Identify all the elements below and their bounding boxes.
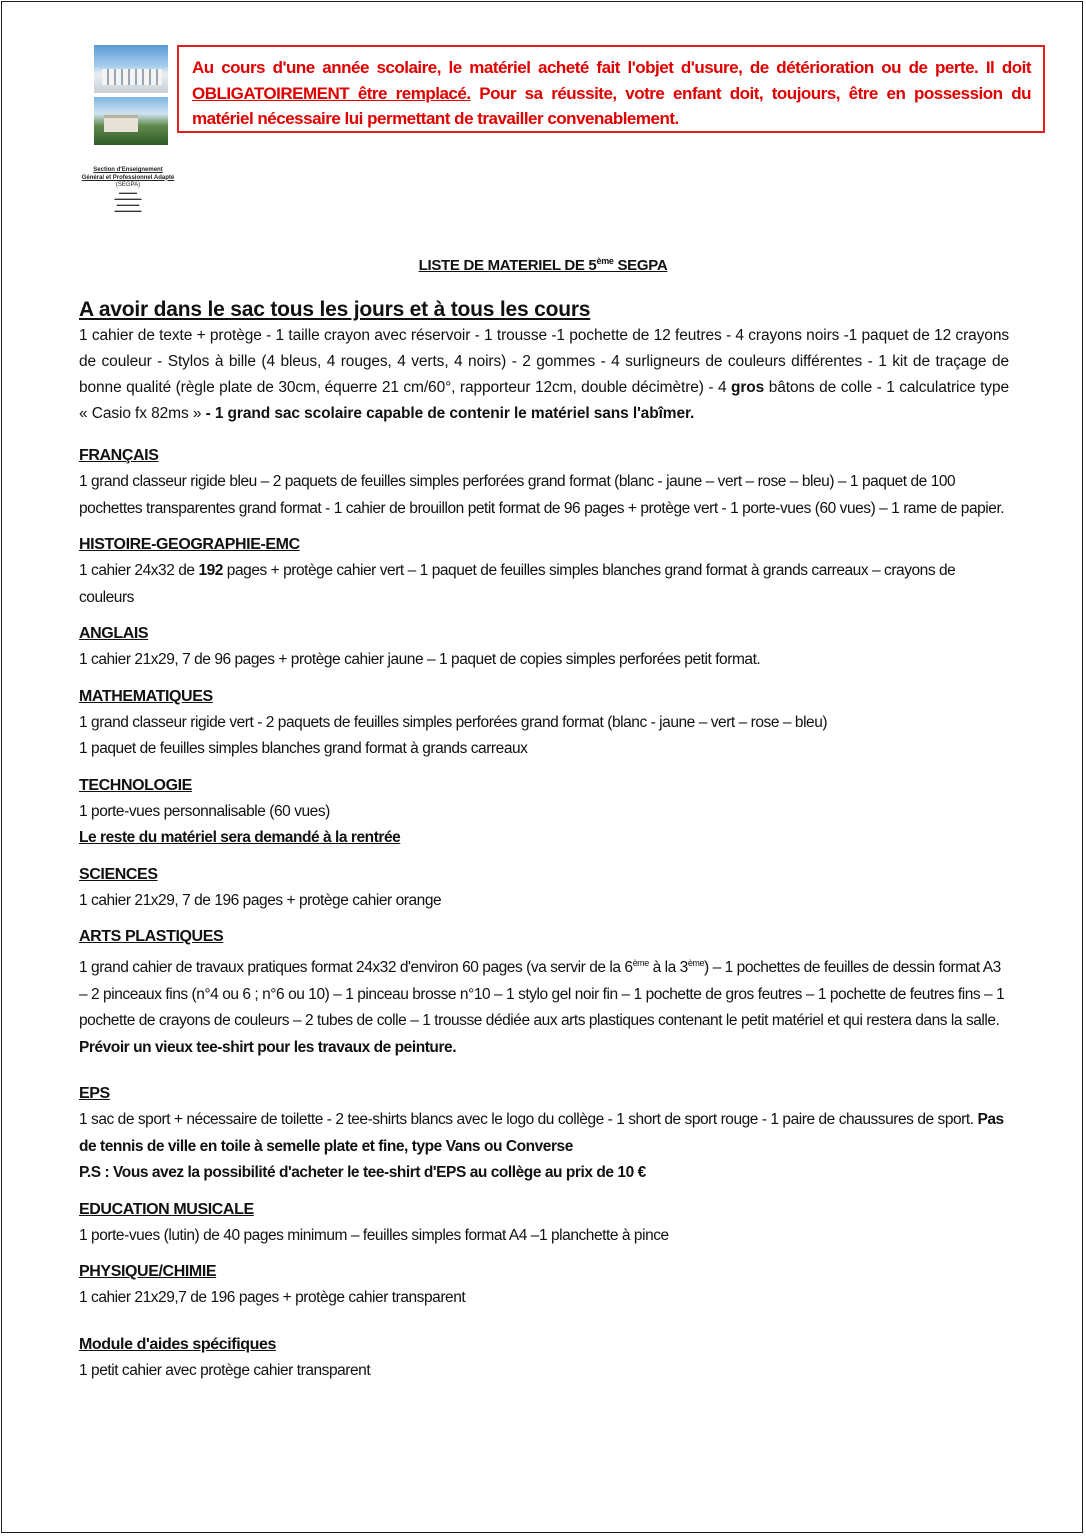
section-note: P.S : Vous avez la possibilité d'acheter le tee-shirt d'EPS au collège au prix de 10 € [79, 1164, 646, 1182]
section-text: 1 petit cahier avec protège cahier transparent [79, 1361, 371, 1379]
section-text [79, 950, 1009, 1035]
arts-text-b: à la 3 [648, 959, 688, 977]
section-francais [79, 443, 1009, 522]
section-text: 1 cahier 21x29, 7 de 196 pages + protège cahier orange [79, 891, 442, 909]
eps-text-bold: Pas de tennis de ville en toile à semelle plate et fine, type Vans ou Converse [79, 1111, 1004, 1155]
section-text: 1 grand classeur rigide vert - 2 paquets de feuilles simples perforées grand format (blanc - jaune – vert – rose – bleu) [79, 713, 828, 731]
section-heading: SCIENCES [79, 865, 158, 883]
section-arts [79, 924, 1009, 1061]
section-text: 1 grand classeur rigide bleu – 2 paquets de feuilles simples perforées grand format (blanc - jaune – vert – rose – bleu) – 1 paquet de 100 pochettes transparentes grand format - 1 cahier de brouillon petit format de 96 pages + protège vert - 1 porte-vues (60 vues) – 1 rame de papier. [79, 473, 1005, 517]
section-module [79, 1332, 1009, 1385]
section-text: 1 cahier 21x29, 7 de 96 pages + protège cahier jaune – 1 paquet de copies simples perforées petit format. [79, 651, 761, 668]
arts-sup2: ème [687, 958, 705, 968]
section-heading: TECHNOLOGIE [79, 776, 192, 794]
document-title [0, 256, 1086, 274]
school-info-line1: Section d'Enseignement [93, 167, 163, 173]
warning-emphasis: OBLIGATOIREMENT être remplacé. [192, 83, 471, 103]
section-eps [79, 1081, 1009, 1187]
section-histoire [79, 532, 1009, 611]
warning-text-part2: Pour sa réussite, votre enfant doit, toujours, être en possession du matériel nécessaire lui permettant de travailler convenablement. [192, 83, 1031, 128]
section-heading: ARTS PLASTIQUES [79, 928, 224, 945]
histoire-text-b: pages + protège cahier vert – 1 paquet de feuilles simples blanches grand format à grands carreaux – crayons de couleurs [79, 562, 956, 606]
daily-text-bold2: - 1 grand sac scolaire capable de contenir le matériel sans l'abîmer. [205, 405, 695, 422]
histoire-text-a: 1 cahier 24x32 de [79, 562, 199, 579]
section-text: 1 paquet de feuilles simples blanches grand format à grands carreaux [79, 740, 528, 757]
section-heading: EDUCATION MUSICALE [79, 1200, 254, 1218]
section-techno [79, 773, 1009, 852]
daily-text-mid: bâtons de colle - 1 calculatrice type « Casio fx 82ms » [79, 379, 1009, 422]
section-heading: FRANÇAIS [79, 447, 159, 464]
section-physique [79, 1259, 1009, 1312]
section-text: 1 porte-vues personnalisable (60 vues) [79, 802, 330, 820]
arts-sup1: ème [632, 958, 649, 968]
school-info [58, 167, 198, 214]
section-heading: EPS [79, 1085, 110, 1103]
title-suffix: SEGPA [613, 257, 668, 274]
section-heading: Module d'aides spécifiques [79, 1335, 277, 1353]
daily-text-bold1: gros [730, 379, 765, 396]
daily-items [79, 323, 1009, 427]
school-address-blur: ▬▬▬▬ ▬▬▬▬▬▬ ▬▬▬▬▬ ▬▬▬▬▬▬ [114, 189, 142, 213]
section-text: 1 porte-vues (lutin) de 40 pages minimum – feuilles simples format A4 –1 planchette à pince [79, 1226, 669, 1244]
section-heading: MATHEMATIQUES [79, 687, 213, 705]
arts-text-a: 1 grand cahier de travaux pratiques format 24x32 d'environ 60 pages (va servir de la 6 [79, 959, 633, 977]
title-prefix: LISTE DE MATERIEL DE 5 [418, 257, 597, 274]
school-photo-landscape [94, 97, 168, 145]
section-heading: HISTOIRE-GEOGRAPHIE-EMC [79, 536, 300, 553]
section-note: Prévoir un vieux tee-shirt pour les travaux de peinture. [79, 1038, 457, 1056]
daily-heading: A avoir dans le sac tous les jours et à tous les cours [79, 298, 591, 321]
histoire-text-bold: 192 [198, 562, 223, 579]
section-anglais [79, 621, 1009, 674]
daily-text: 1 cahier de texte + protège - 1 taille crayon avec réservoir - 1 trousse -1 pochette de 12 feutres - 4 crayons noirs -1 paquet de 12 crayons de couleur - Stylos à bille (4 bleus, 4 rouges, 4 verts, 4 noirs) - 2 gommes - 4 surligneurs de couleurs différentes - 1 kit de traçage de bonne qualité (règle plate de 30cm, équerre 21 cm/60°, rapporteur 12cm, double décimètre) - 4 [79, 327, 1009, 396]
school-photo-building [94, 45, 168, 93]
section-text [79, 558, 1009, 611]
section-text [79, 1107, 1009, 1160]
warning-text-part1: Au cours d'une année scolaire, le matériel acheté fait l'objet d'usure, de détérioration ou de perte. Il doit [192, 58, 1031, 77]
supply-list [79, 297, 1009, 1384]
school-info-line3: (SEGPA) [115, 182, 141, 188]
section-heading: PHYSIQUE/CHIMIE [79, 1263, 217, 1281]
warning-notice [177, 45, 1045, 133]
arts-text-c: ) – 1 pochettes de feuilles de dessin format A3 – 2 pinceaux fins (n°4 ou 6 ; n°6 ou 10) – 1 pinceau brosse n°10 – 1 stylo gel noir fin – 1 pochette de gros feutres – 1 pochette de feutres fins – 1 pochette de crayons de couleurs – 2 tubes de colle – 1 trousse dédiée aux arts plastiques contenant le petit matériel et qui restera dans la salle. [79, 959, 1005, 1030]
section-musique [79, 1197, 1009, 1250]
section-maths [79, 684, 1009, 763]
section-text: 1 cahier 21x29,7 de 196 pages + protège cahier transparent [79, 1289, 466, 1307]
title-sup: ème [596, 256, 614, 266]
section-heading: ANGLAIS [79, 625, 149, 642]
section-note: Le reste du matériel sera demandé à la rentrée [79, 829, 401, 846]
section-sciences [79, 862, 1009, 915]
school-info-line2: Général et Professionnel Adapté [81, 174, 175, 181]
eps-text-a: 1 sac de sport + nécessaire de toilette - 2 tee-shirts blancs avec le logo du collège - 1 short de sport rouge - 1 paire de chaussures de sport. [79, 1111, 978, 1129]
